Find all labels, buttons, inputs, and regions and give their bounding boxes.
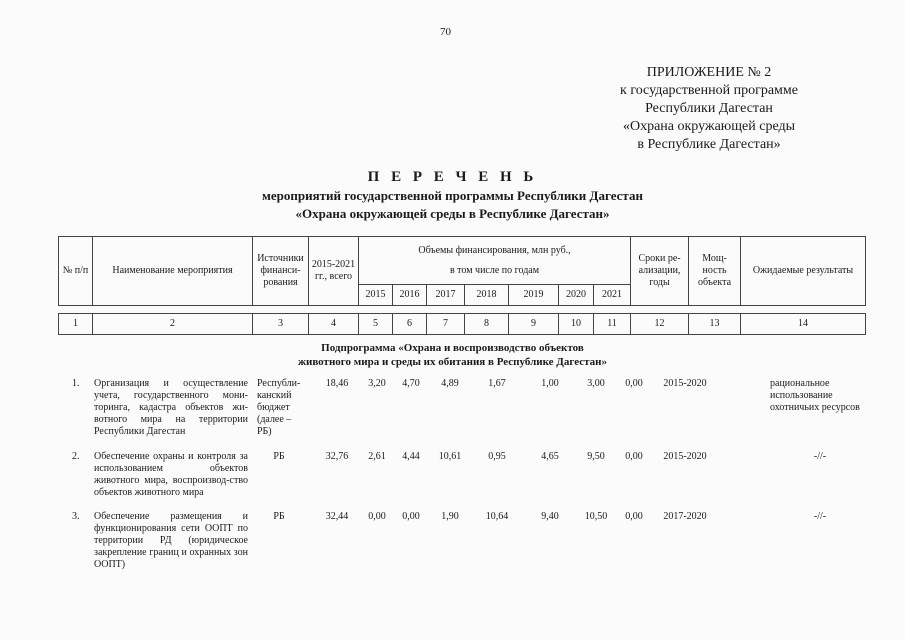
column-number: 3 (253, 314, 309, 335)
document-subtitle: мероприятий государственной программы Республики Дагестан (262, 188, 643, 203)
row-year-value: 10,61 (438, 451, 462, 462)
row-year-value: 2,61 (368, 451, 386, 462)
column-number: 10 (559, 314, 594, 335)
row-year-value: 9,50 (587, 451, 605, 462)
row-source: Республи-канский бюджет (далее – РБ) (257, 378, 301, 437)
header-year: 2021 (594, 285, 631, 306)
row-year-value: 4,70 (402, 378, 420, 389)
header-period: Сроки ре-ализации, годы (631, 237, 689, 306)
row-name: Обеспечение охраны и контроля за использованием объектов животного мира, воспроизвод-ство объектов животного мира (94, 451, 248, 498)
row-year-value: 9,40 (541, 511, 559, 522)
row-year-value: 0,00 (368, 511, 386, 522)
row-name: Обеспечение размещения и функционирования сети ООПТ по территории РД (юридическое закрепление границ и охранных зон ООПТ) (94, 511, 248, 570)
row-result: рациональное использование охотничьих ресурсов (770, 378, 860, 413)
column-number: 1 (59, 314, 93, 335)
appendix-line: «Охрана окружающей среды (622, 119, 796, 134)
page-number: 70 (440, 26, 451, 38)
header-volumes-line: в том числе по годам (449, 264, 540, 276)
row-result: -//- (813, 511, 827, 522)
row-name: Организация и осуществление учета, государственного мони-торинга, кадастра объектов жи-вотного мира на территории Республики Дагестан (94, 378, 248, 437)
row-source: РБ (273, 511, 285, 522)
header-year: 2019 (509, 285, 559, 306)
row-source: РБ (273, 451, 285, 462)
row-year-value: 1,67 (488, 378, 506, 389)
row-result: -//- (813, 451, 827, 462)
document-subtitle: «Охрана окружающей среды в Республике Дагестан» (295, 206, 610, 221)
row-year-value: 1,00 (541, 378, 559, 389)
header-year: 2016 (393, 285, 427, 306)
column-number: 2 (93, 314, 253, 335)
row-total: 32,44 (325, 511, 349, 522)
column-number: 14 (741, 314, 866, 335)
row-year-value: 1,90 (441, 511, 459, 522)
column-number: 9 (509, 314, 559, 335)
header-year: 2020 (559, 285, 594, 306)
row-year-value: 3,00 (587, 378, 605, 389)
row-index: 2. (72, 451, 80, 462)
header-year: 2017 (427, 285, 465, 306)
row-total: 18,46 (325, 378, 349, 389)
subprogram-line: животного мира и среды их обитания в Республике Дагестан» (298, 356, 607, 368)
column-number: 6 (393, 314, 427, 335)
header-total: 2015-2021 гг., всего (309, 237, 359, 306)
column-number: 12 (631, 314, 689, 335)
column-number: 8 (465, 314, 509, 335)
header-volumes-line: Объемы финансирования, млн руб., (418, 244, 571, 256)
appendix-line: в Республике Дагестан» (637, 137, 781, 152)
subprogram-line: Подпрограмма «Охрана и воспроизводство объектов (321, 342, 584, 354)
row-year-value: 4,44 (402, 451, 420, 462)
column-number: 7 (427, 314, 465, 335)
row-total: 32,76 (325, 451, 349, 462)
header-volumes (359, 237, 631, 285)
header-name: Наименование мероприятия (93, 237, 253, 306)
appendix-block (579, 64, 839, 154)
header-year: 2018 (465, 285, 509, 306)
row-period: 2015-2020 (663, 378, 707, 389)
row-year-value: 0,00 (402, 511, 420, 522)
row-year-value: 4,89 (441, 378, 459, 389)
measures-table-header (58, 236, 866, 335)
header-num: № п/п (59, 237, 93, 306)
column-number: 4 (309, 314, 359, 335)
row-year-value: 0,00 (625, 451, 643, 462)
row-year-value: 4,65 (541, 451, 559, 462)
row-year-value: 10,64 (485, 511, 509, 522)
row-year-value: 10,50 (584, 511, 608, 522)
row-year-value: 0,95 (488, 451, 506, 462)
subprogram-title (0, 341, 905, 369)
row-period: 2015-2020 (663, 451, 707, 462)
header-year: 2015 (359, 285, 393, 306)
header-sources: Источники финанси-рования (253, 237, 309, 306)
header-results: Ожидаемые результаты (741, 237, 866, 306)
header-capacity: Мощ-ность объекта (689, 237, 741, 306)
column-number: 5 (359, 314, 393, 335)
row-period: 2017-2020 (663, 511, 707, 522)
appendix-line: ПРИЛОЖЕНИЕ № 2 (646, 65, 772, 80)
row-index: 1. (72, 378, 80, 389)
row-year-value: 0,00 (625, 378, 643, 389)
appendix-line: к государственной программе (620, 83, 798, 98)
column-number: 13 (689, 314, 741, 335)
row-year-value: 0,00 (625, 511, 643, 522)
appendix-line: Республики Дагестан (645, 101, 773, 116)
row-index: 3. (72, 511, 80, 522)
row-year-value: 3,20 (368, 378, 386, 389)
column-number: 11 (594, 314, 631, 335)
document-title: П Е Р Е Ч Е Н Ь (367, 169, 538, 185)
